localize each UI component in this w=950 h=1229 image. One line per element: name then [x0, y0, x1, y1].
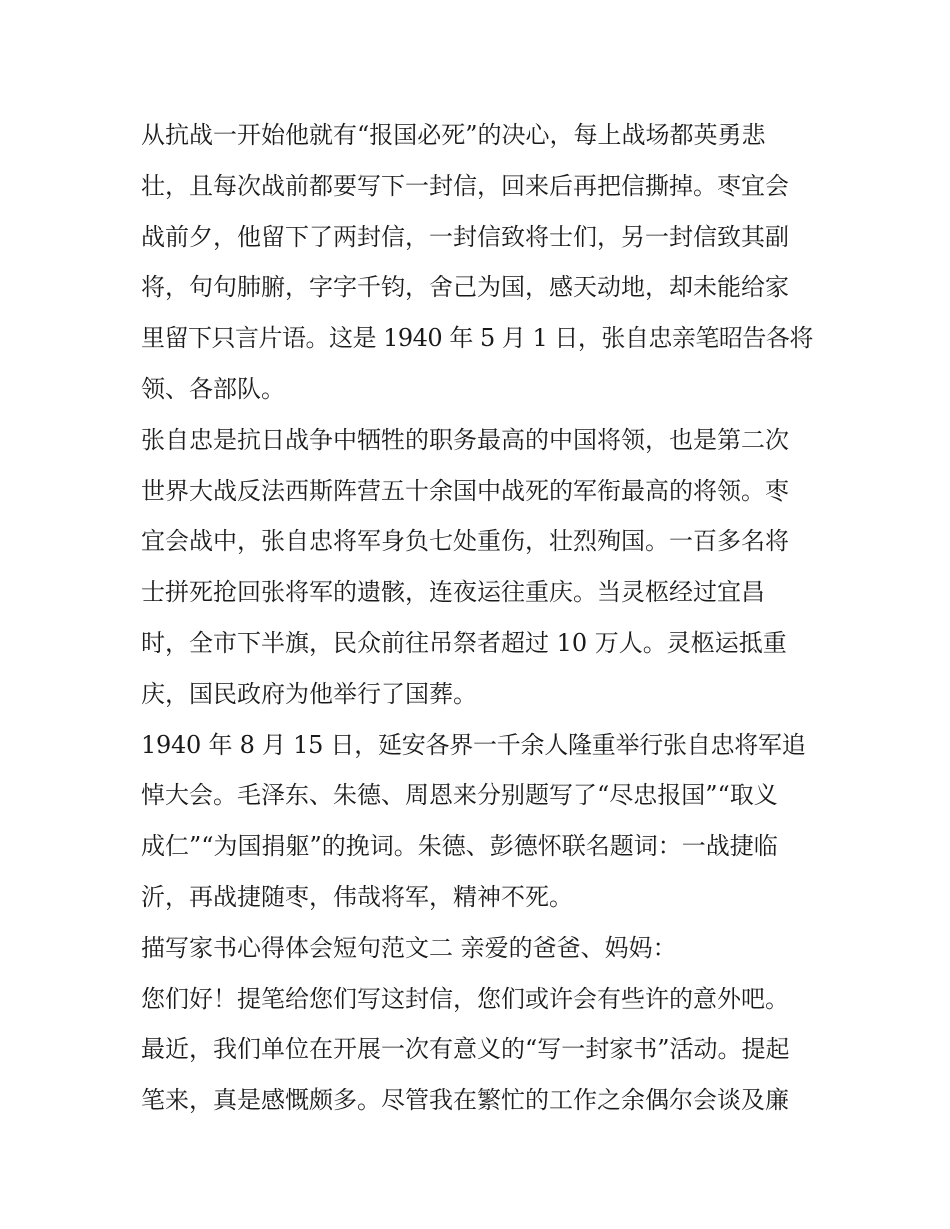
text-line: 庆，国民政府为他举行了国葬。: [141, 679, 477, 708]
text-line: 描写家书心得体会短句范文二 亲爱的爸爸、妈妈：: [141, 933, 677, 962]
text-line: 悼大会。毛泽东、朱德、周恩来分别题写了“尽忠报国”“取义: [141, 781, 778, 810]
text-line: 战前夕，他留下了两封信，一封信致将士们，另一封信致其副: [141, 222, 789, 251]
text-line: 笔来，真是感慨颇多。尽管我在繁忙的工作之余偶尔会谈及廉: [141, 1086, 789, 1115]
text-line: 成仁”“为国捐躯”的挽词。朱德、彭德怀联名题词：一战捷临: [141, 832, 778, 861]
paragraph-2: [141, 415, 813, 720]
text-line: 壮，且每次战前都要写下一封信，回来后再把信撕掉。枣宜会: [141, 171, 789, 200]
text-line: 里留下只言片语。这是 1940 年 5 月 1 日，张自忠亲笔昭告各将: [141, 324, 813, 353]
text-line: 1940 年 8 月 15 日，延安各界一千余人隆重举行张自忠将军追: [141, 730, 806, 759]
text-line: 宜会战中，张自忠将军身负七处重伤，壮烈殉国。一百多名将: [141, 527, 789, 556]
paragraph-1: [141, 110, 813, 415]
text-line: 您们好！提笔给您们写这封信，您们或许会有些许的意外吧。: [141, 984, 789, 1013]
text-line: 世界大战反法西斯阵营五十余国中战死的军衔最高的将领。枣: [141, 476, 789, 505]
document-body: [141, 110, 813, 1126]
text-line: 张自忠是抗日战争中牺牲的职务最高的中国将领，也是第二次: [141, 425, 789, 454]
paragraph-4: [141, 974, 813, 1126]
paragraph-3: [141, 720, 813, 923]
text-line: 时，全市下半旗，民众前往吊祭者超过 10 万人。灵柩运抵重: [141, 628, 787, 657]
text-line: 领、各部队。: [141, 374, 285, 403]
text-line: 士拼死抢回张将军的遗骸，连夜运往重庆。当灵柩经过宜昌: [141, 578, 765, 607]
section-heading: [141, 923, 813, 974]
text-line: 将，句句肺腑，字字千钧，舍己为国，感天动地，却未能给家: [141, 273, 789, 302]
text-line: 最近，我们单位在开展一次有意义的“写一封家书”活动。提起: [141, 1035, 790, 1064]
text-line: 从抗战一开始他就有“报国必死”的决心，每上战场都英勇悲: [141, 121, 766, 149]
text-line: 沂，再战捷随枣，伟哉将军，精神不死。: [141, 882, 573, 911]
